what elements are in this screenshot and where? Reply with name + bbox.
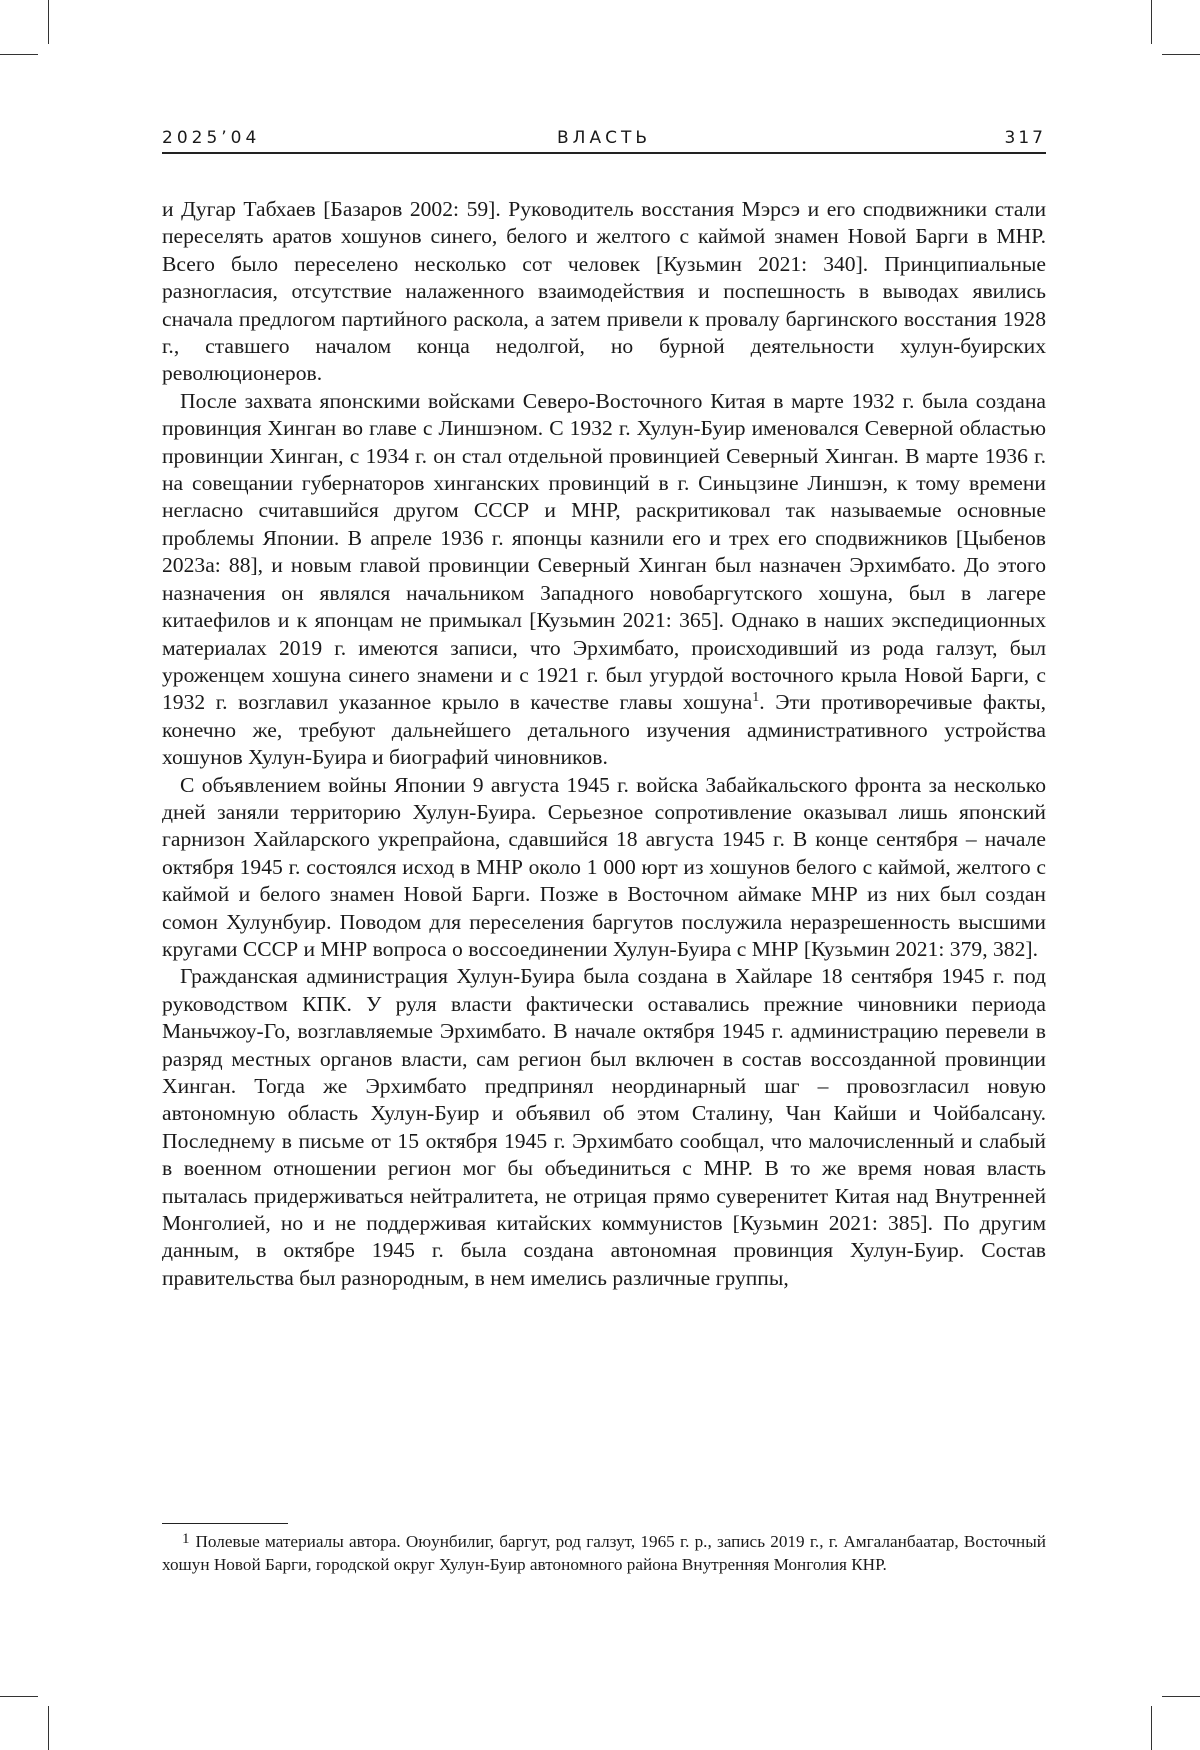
crop-mark xyxy=(1162,1696,1200,1697)
crop-mark xyxy=(48,1706,49,1750)
paragraph: и Дугар Табхаев [Базаров 2002: 59]. Руководитель восстания Мэрсэ и его сподвижники стали переселять аратов хошунов синего, белого и желтого с каймой знамен Новой Барги в МНР. Всего было переселено несколько сот человек [Кузьмин 2021: 340]. Принципиальные разногласия, отсутствие налаженного взаимодействия и поспешность в выводах явились сначала предлогом партийного раскола, а затем привели к провалу баргинского восстания 1928 г., ставшего началом конца недолгой, но бурной деятельности хулун-буирских революционеров. xyxy=(162,196,1046,388)
crop-mark xyxy=(48,0,49,44)
crop-mark xyxy=(1151,0,1152,44)
footnote-divider xyxy=(162,1523,288,1524)
footnote-reference: 1 xyxy=(752,690,759,705)
crop-mark xyxy=(1151,1706,1152,1750)
paragraph: После захвата японскими войсками Северо-Восточного Китая в марте 1932 г. была создана провинция Хинган во главе с Линшэном. С 1932 г. Хулун-Буир именовался Северной областью провинции Хинган, с 1934 г. он стал отдельной провинцией Северный Хинган. В марте 1936 г. на совещании губернаторов хинганских провинций в г. Синьцзине Линшэн, к тому времени негласно считавшийся другом СССР и МНР, раскритиковал так называемые основные проблемы Японии. В апреле 1936 г. японцы казнили его и трех его сподвижников [Цыбенов 2023а: 88], и новым главой провинции Северный Хинган был назначен Эрхимбато. До этого назначения он являлся начальником Западного новобаргутского хошуна, был в лагере китаефилов и к японцам не примыкал [Кузьмин 2021: 365]. Однако в наших экспедиционных материалах 2019 г. имеются записи, что Эрхимбато, происходивший из рода галзут, был уроженцем хошуна синего знамени и с 1921 г. был угурдой восточного крыла Новой Барги, с 1932 г. возглавил указанное крыло в качестве главы хошуна1. Эти противоречивые факты, конечно же, требуют дальнейшего детального изучения административного устройства хошунов Хулун-Буира и биографий чиновников. xyxy=(162,388,1046,772)
paragraph: Гражданская администрация Хулун-Буира была создана в Хайларе 18 сентября 1945 г. под руководством КПК. У руля власти фактически оставались прежние чиновники периода Маньчжоу-Го, возглавляемые Эрхимбато. В начале октября 1945 г. администрацию перевели в разряд местных органов власти, сам регион был включен в состав воссозданной провинции Хинган. Тогда же Эрхимбато предпринял неординарный шаг – провозгласил новую автономную область Хулун-Буир и объявил об этом Сталину, Чан Кайши и Чойбалсану. Последнему в письме от 15 октября 1945 г. Эрхимбато сообщал, что малочисленный и слабый в военном отношении регион мог бы объединиться с МНР. В то же время новая власть пыталась придерживаться нейтралитета, не отрицая прямо суверенитет Китая над Внутренней Монголией, но и не поддерживая китайских коммунистов [Кузьмин 2021: 385]. По другим данным, в октябре 1945 г. была создана автономная провинция Хулун-Буир. Состав правительства был разнородным, в нем имелись различные группы, xyxy=(162,963,1046,1292)
footnote xyxy=(162,1530,1046,1576)
page-number: 317 xyxy=(1005,128,1046,148)
paragraph: С объявлением войны Японии 9 августа 1945 г. войска Забайкальского фронта за несколько дней заняли территорию Хулун-Буира. Серьезное сопротивление оказывал лишь японский гарнизон Хайларского укрепрайона, сдавшийся 18 августа 1945 г. В конце сентября – начале октября 1945 г. состоялся исход в МНР около 1 000 юрт из хошунов белого с каймой, желтого с каймой и белого знамен Новой Барги. Позже в Восточном аймаке МНР из них был создан сомон Хулунбуир. Поводом для переселения баргутов послужила неразрешенность высшими кругами СССР и МНР вопроса о воссоединении Хулун-Буира с МНР [Кузьмин 2021: 379, 382]. xyxy=(162,772,1046,964)
paragraph-text: После захвата японскими войсками Северо-Восточного Китая в марте 1932 г. была создана провинция Хинган во главе с Линшэном. С 1932 г. Хулун-Буир именовался Северной областью провинции Хинган, с 1934 г. он стал отдельной провинцией Северный Хинган. В марте 1936 г. на совещании губернаторов хинганских провинций в г. Синьцзине Линшэн, к тому времени негласно считавшийся другом СССР и МНР, раскритиковал так называемые основные проблемы Японии. В апреле 1936 г. японцы казнили его и трех его сподвижников [Цыбенов 2023а: 88], и новым главой провинции Северный Хинган был назначен Эрхимбато. До этого назначения он являлся начальником Западного новобаргутского хошуна, был в лагере китаефилов и к японцам не примыкал [Кузьмин 2021: 365]. Однако в наших экспедиционных материалах 2019 г. имеются записи, что Эрхимбато, происходивший из рода галзут, был уроженцем хошуна синего знамени и с 1921 г. был угурдой восточного крыла Новой Барги, с 1932 г. возглавил указанное крыло в качестве главы хошуна xyxy=(162,389,1046,714)
crop-mark xyxy=(0,54,38,55)
footnote-number: 1 xyxy=(182,1531,190,1547)
footnote-text: Полевые материалы автора. Оюунбилиг, баргут, род галзут, 1965 г. р., запись 2019 г., г. Амгаланбаатар, Восточный хошун Новой Барги, городской округ Хулун-Буир автономного района Внутренняя Монголия КНР. xyxy=(162,1532,1046,1574)
running-header xyxy=(162,126,1046,154)
journal-title: ВЛАСТЬ xyxy=(162,128,1046,148)
issue-number: 2025’04 xyxy=(162,128,260,148)
crop-mark xyxy=(1162,54,1200,55)
paragraph-text: Эти противоречивые факты, конечно же, требуют дальнейшего детального изучения административного устройства хошунов Хулун-Буира и биографий чиновников. xyxy=(162,690,1046,769)
main-text xyxy=(162,196,1046,1292)
crop-mark xyxy=(0,1696,38,1697)
